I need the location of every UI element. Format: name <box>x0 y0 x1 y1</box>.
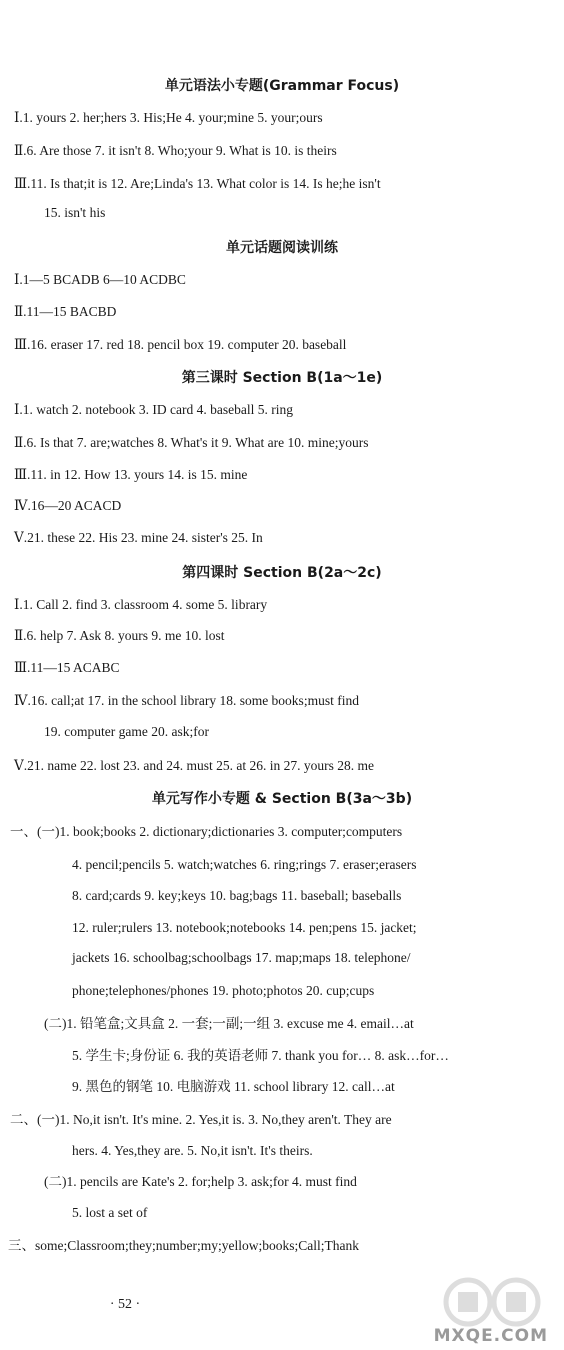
answer-line: Ⅰ.1. Call 2. find 3. classroom 4. some 5. library <box>14 597 268 612</box>
answer-line: 9. 黑色的钢笔 10. 电脑游戏 11. school library 12. call…at <box>72 1079 395 1094</box>
page-number: · 52 · <box>109 1297 141 1312</box>
answer-line: (二)1. 铅笔盒;文具盒 2. 一套;一副;一组 3. excuse me 4. email…at <box>44 1016 414 1031</box>
answer-line: 三、some;Classroom;they;number;my;yellow;books;Call;Thank <box>8 1238 359 1253</box>
section-heading: 单元语法小专题(Grammar Focus) <box>164 78 400 94</box>
answer-line: Ⅱ.6. help 7. Ask 8. yours 9. me 10. lost <box>14 628 225 643</box>
section-heading: 单元写作小专题 & Section B(3a～3b) <box>151 791 413 807</box>
answer-line: hers. 4. Yes,they are. 5. No,it isn't. It's theirs. <box>72 1143 313 1158</box>
answer-line: 4. pencil;pencils 5. watch;watches 6. ring;rings 7. eraser;erasers <box>72 857 417 872</box>
answer-line: 8. card;cards 9. key;keys 10. bag;bags 11. baseball; baseballs <box>72 888 402 903</box>
answer-line: Ⅳ.16—20 ACACD <box>14 498 122 513</box>
answer-line: Ⅰ.1—5 BCADB 6—10 ACDBC <box>14 272 186 287</box>
section-heading: 第四课时 Section B(2a～2c) <box>182 565 382 581</box>
answer-line: Ⅲ.11. in 12. How 13. yours 14. is 15. mine <box>14 467 248 482</box>
section-heading: 单元话题阅读训练 <box>226 240 338 256</box>
answer-line: Ⅳ.16. call;at 17. in the school library 18. some books;must find <box>14 693 359 708</box>
answer-line: 5. lost a set of <box>72 1205 148 1220</box>
answer-line: Ⅲ.11. Is that;it is 12. Are;Linda's 13. What color is 14. Is he;he isn't <box>14 176 381 191</box>
answer-line: jackets 16. schoolbag;schoolbags 17. map;maps 18. telephone/ <box>72 950 411 965</box>
answer-line: Ⅰ.1. watch 2. notebook 3. ID card 4. baseball 5. ring <box>14 402 294 417</box>
answer-line: 5. 学生卡;身份证 6. 我的英语老师 7. thank you for… 8. ask…for… <box>72 1048 449 1063</box>
answer-line: Ⅲ.16. eraser 17. red 18. pencil box 19. computer 20. baseball <box>14 337 347 352</box>
answer-line: 19. computer game 20. ask;for <box>44 724 209 739</box>
watermark-text: MXQE.COM <box>433 1326 548 1346</box>
answer-line: 15. isn't his <box>44 205 106 220</box>
answer-line: Ⅱ.6. Is that 7. are;watches 8. What's it 9. What are 10. mine;yours <box>14 435 369 450</box>
answer-line: 二、(一)1. No,it isn't. It's mine. 2. Yes,it is. 3. No,they aren't. They are <box>10 1112 392 1127</box>
answer-line: Ⅴ.21. name 22. lost 23. and 24. must 25. at 26. in 27. yours 28. me <box>14 758 374 773</box>
section-heading: 第三课时 Section B(1a～1e) <box>181 370 383 386</box>
answer-line: (二)1. pencils are Kate's 2. for;help 3. ask;for 4. must find <box>44 1174 357 1189</box>
answer-line: Ⅲ.11—15 ACABC <box>14 660 120 675</box>
answer-line: phone;telephones/phones 19. photo;photos 20. cup;cups <box>72 983 375 998</box>
answer-line: Ⅴ.21. these 22. His 23. mine 24. sister's 25. In <box>14 530 263 545</box>
answer-line: 一、(一)1. book;books 2. dictionary;dictionaries 3. computer;computers <box>10 824 403 839</box>
answer-line: Ⅱ.6. Are those 7. it isn't 8. Who;your 9. What is 10. is theirs <box>14 143 337 158</box>
answer-line: Ⅰ.1. yours 2. her;hers 3. His;He 4. your;mine 5. your;ours <box>14 110 323 125</box>
answer-line: Ⅱ.11—15 BACBD <box>14 304 117 319</box>
answer-line: 12. ruler;rulers 13. notebook;notebooks 14. pen;pens 15. jacket; <box>72 920 417 935</box>
